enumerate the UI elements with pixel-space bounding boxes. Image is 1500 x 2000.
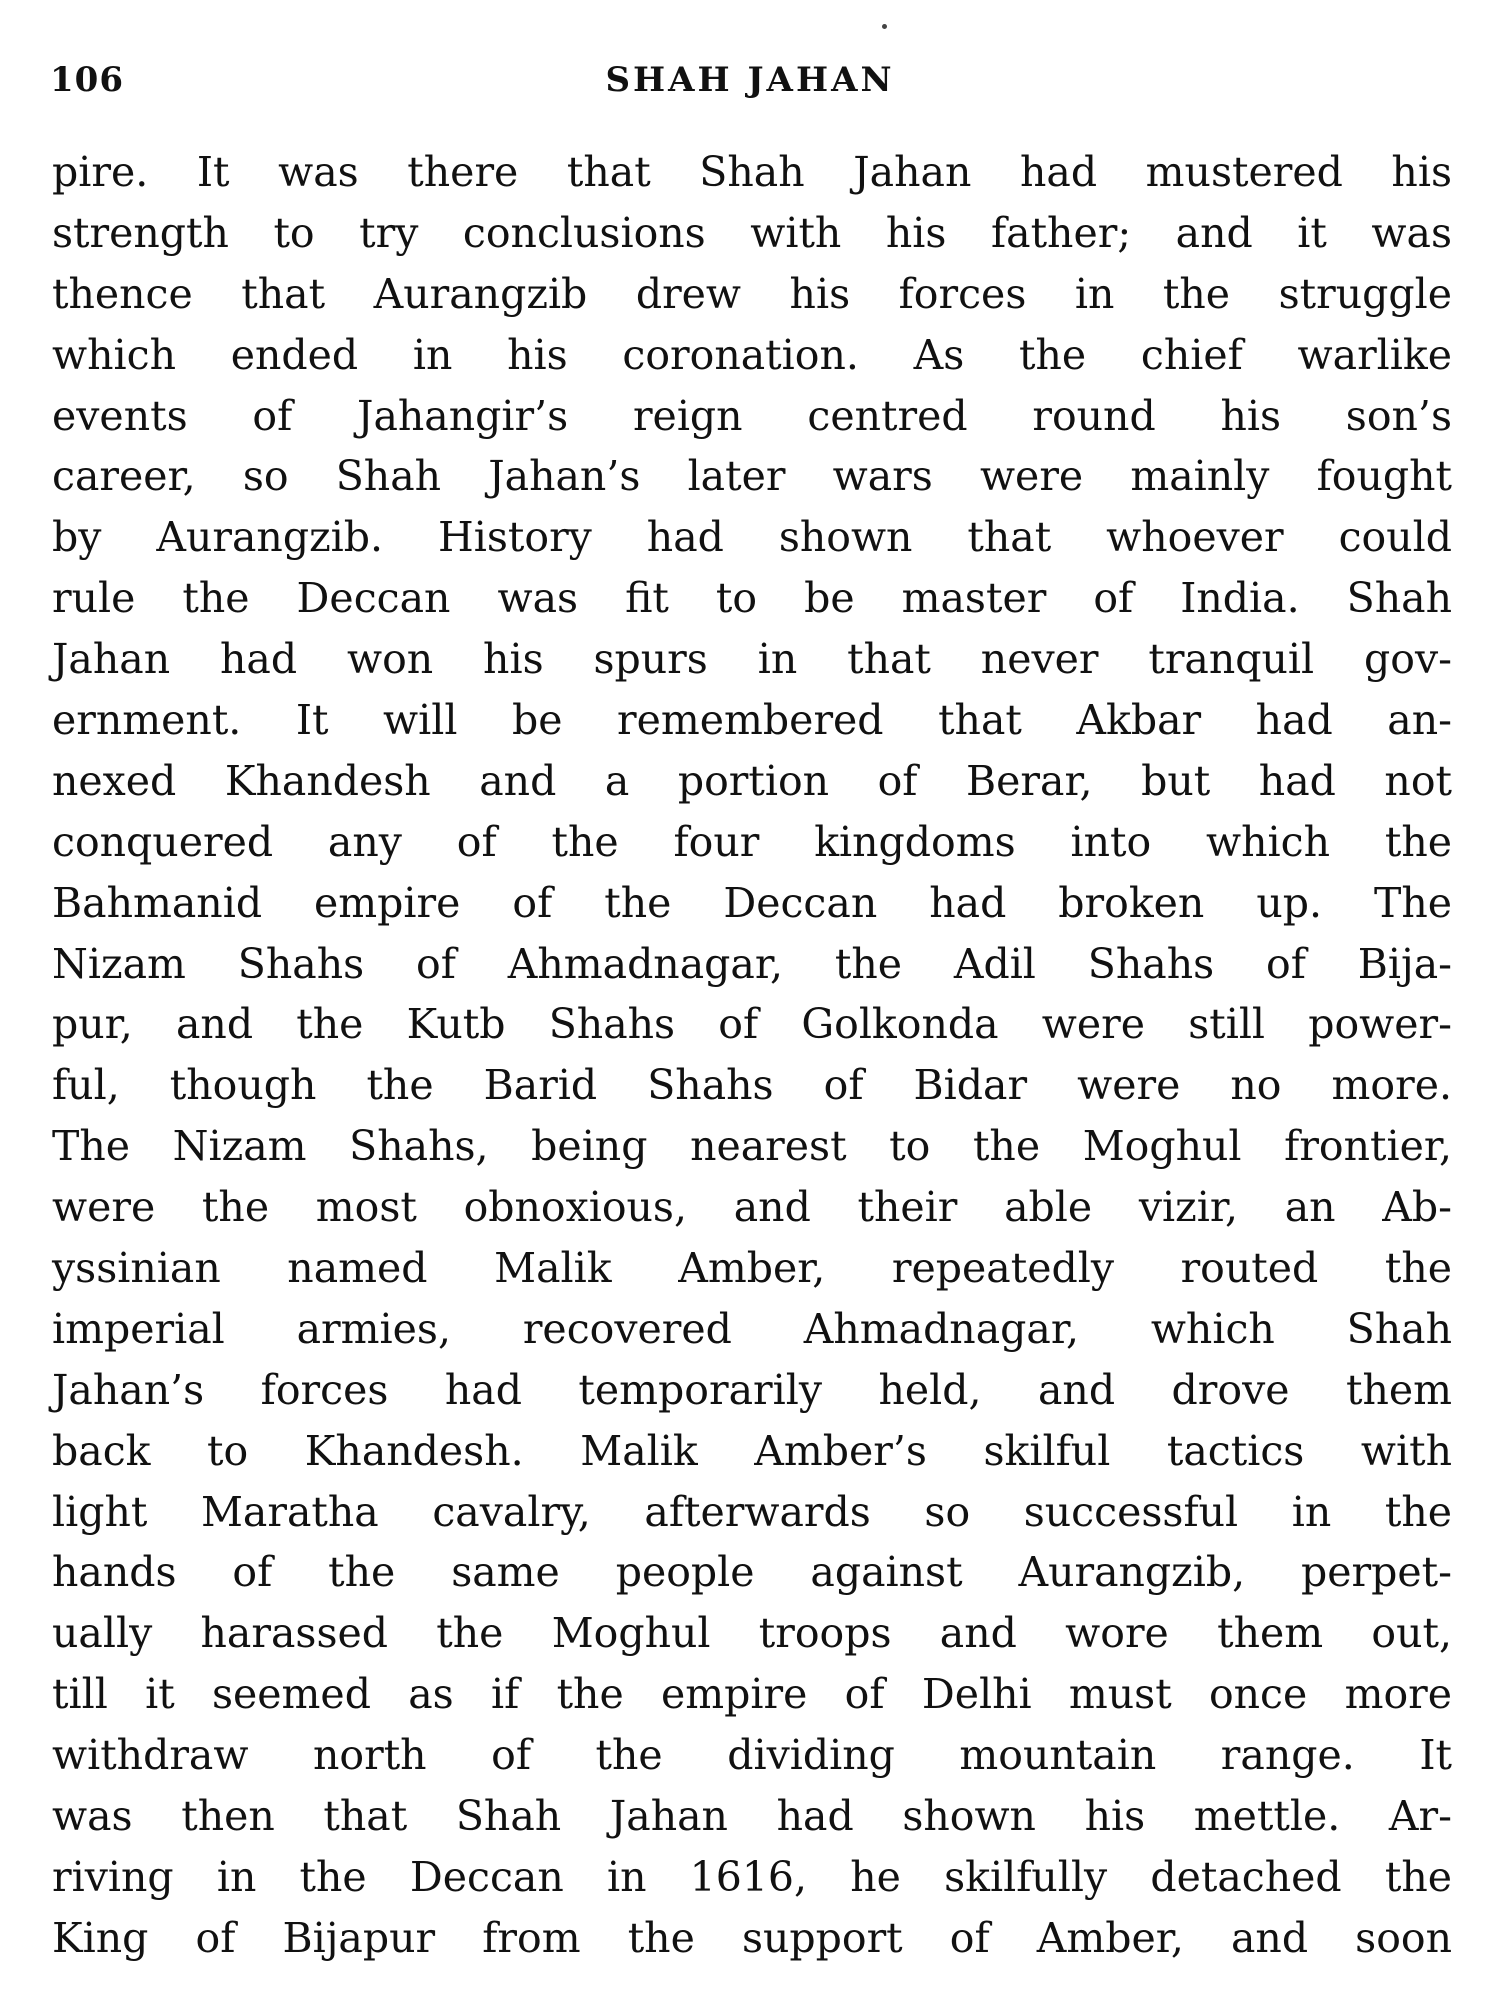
text-line: withdraw north of the dividing mountain range. It <box>52 1731 1452 1780</box>
text-line: Jahan had won his spurs in that never tranquil gov- <box>52 635 1452 684</box>
text-line: was then that Shah Jahan had shown his mettle. Ar- <box>52 1792 1452 1841</box>
text-line: riving in the Deccan in 1616, he skilfully detached the <box>52 1852 1452 1901</box>
text-line: pire. It was there that Shah Jahan had mustered his <box>52 148 1452 196</box>
text-line: Jahan’s forces had temporarily held, and drove them <box>52 1365 1452 1414</box>
text-line: ernment. It will be remembered that Akbar had an- <box>52 696 1452 745</box>
text-line: career, so Shah Jahan’s later wars were mainly fought <box>52 452 1452 501</box>
text-line: ually harassed the Moghul troops and wore them out, <box>52 1609 1452 1658</box>
text-line: nexed Khandesh and a portion of Berar, but had not <box>52 756 1452 805</box>
text-line: King of Bijapur from the support of Amber, and soon <box>52 1913 1452 1962</box>
text-line: strength to try conclusions with his father; and it was <box>52 208 1452 257</box>
text-line: imperial armies, recovered Ahmadnagar, which Shah <box>52 1304 1452 1353</box>
text-line: thence that Aurangzib drew his forces in the struggle <box>52 269 1452 318</box>
text-line: ful, though the Barid Shahs of Bidar were no more. <box>52 1061 1452 1110</box>
running-title: SHAH JAHAN <box>605 60 895 100</box>
text-line: conquered any of the four kingdoms into which the <box>52 817 1452 866</box>
text-line: which ended in his coronation. As the chief warlike <box>52 330 1452 379</box>
body-text <box>52 142 1452 1969</box>
text-line: light Maratha cavalry, afterwards so successful in the <box>52 1487 1452 1536</box>
text-line: rule the Deccan was fit to be master of India. Shah <box>52 574 1452 623</box>
page-number: 106 <box>50 60 124 100</box>
text-line: by Aurangzib. History had shown that whoever could <box>52 513 1452 562</box>
text-line: hands of the same people against Aurangzib, perpet- <box>52 1548 1452 1597</box>
text-line: till it seemed as if the empire of Delhi must once more <box>52 1670 1452 1719</box>
text-line: were the most obnoxious, and their able vizir, an Ab- <box>52 1183 1452 1232</box>
text-line: The Nizam Shahs, being nearest to the Moghul frontier, <box>52 1122 1452 1171</box>
text-line: yssinian named Malik Amber, repeatedly routed the <box>52 1244 1452 1293</box>
text-line: Nizam Shahs of Ahmadnagar, the Adil Shahs of Bija- <box>52 939 1452 988</box>
text-line: Bahmanid empire of the Deccan had broken up. The <box>52 878 1452 927</box>
text-line: back to Khandesh. Malik Amber’s skilful tactics with <box>52 1426 1452 1475</box>
running-head <box>50 60 1450 110</box>
text-line: pur, and the Kutb Shahs of Golkonda were still power- <box>52 1000 1452 1049</box>
print-speck <box>882 24 887 29</box>
text-line: events of Jahangir’s reign centred round his son’s <box>52 391 1452 440</box>
